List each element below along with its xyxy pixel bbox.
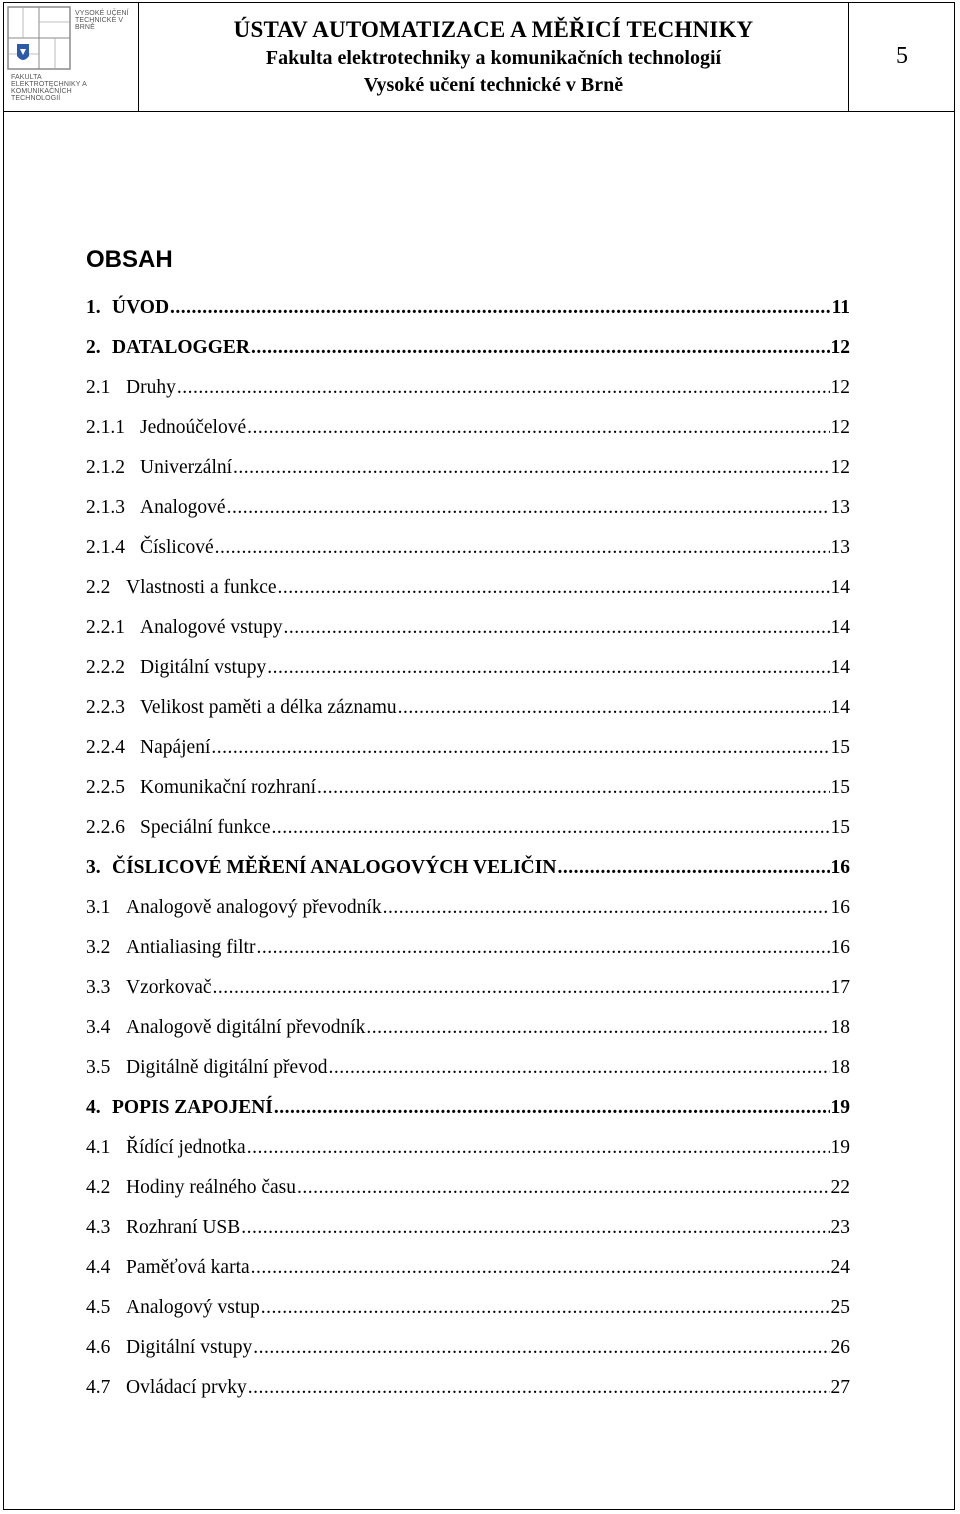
header-institution <box>139 2 849 112</box>
toc-entry-leader-dots <box>272 817 830 839</box>
toc-entry-leader-dots <box>251 337 830 359</box>
toc-entry[interactable] <box>86 728 850 768</box>
toc-entry-label: Analogové <box>140 497 226 518</box>
toc-entry[interactable] <box>86 928 850 968</box>
toc-entry-leader-dots <box>211 737 829 759</box>
toc-entry-leader-dots <box>557 857 829 879</box>
toc-entry[interactable] <box>86 1088 850 1128</box>
toc-entry-label: Digitálně digitální převod <box>126 1057 328 1078</box>
toc-entry-number: 1. <box>86 297 101 318</box>
toc-entry-page: 13 <box>830 497 850 518</box>
toc-entry[interactable] <box>86 688 850 728</box>
toc-entry-page: 11 <box>831 297 850 318</box>
faculty-logo <box>3 2 139 112</box>
toc-entry-label: Analogově analogový převodník <box>126 897 382 918</box>
toc-entry-label: Ovládací prvky <box>126 1377 247 1398</box>
toc-entry-leader-dots <box>366 1017 829 1039</box>
toc-entry-number: 2.1.1 <box>86 417 125 438</box>
toc-entry-number: 3.1 <box>86 897 111 918</box>
toc-entry-number: 3.3 <box>86 977 111 998</box>
toc-entry[interactable] <box>86 1328 850 1368</box>
toc-entry-label: Druhy <box>126 377 176 398</box>
toc-entry-label: Analogový vstup <box>126 1297 260 1318</box>
toc-entry-page: 19 <box>830 1097 850 1118</box>
toc-entry-label: Číslicové <box>140 537 214 558</box>
toc-entry-page: 26 <box>830 1337 850 1358</box>
toc-entry[interactable] <box>86 1008 850 1048</box>
toc-entry-leader-dots <box>398 697 830 719</box>
toc-entry-label: Speciální funkce <box>140 817 271 838</box>
toc-entry-leader-dots <box>170 297 831 319</box>
page-header <box>3 2 955 112</box>
toc-entry[interactable] <box>86 1368 850 1408</box>
toc-entry-label: POPIS ZAPOJENÍ <box>112 1097 273 1118</box>
toc-entry-leader-dots <box>328 1057 829 1079</box>
toc-entry-label: ÚVOD <box>112 297 170 318</box>
toc-entry-number: 2.1.2 <box>86 457 125 478</box>
toc-entry-label: DATALOGGER <box>112 337 250 358</box>
toc-entry[interactable] <box>86 528 850 568</box>
toc-entry-number: 2.2.1 <box>86 617 125 638</box>
toc-entry[interactable] <box>86 888 850 928</box>
toc-entry-page: 15 <box>830 737 850 758</box>
toc-entry-page: 16 <box>830 897 850 918</box>
page-number: 5 <box>849 2 955 112</box>
toc-entry-number: 2.2.2 <box>86 657 125 678</box>
toc-entry-leader-dots <box>256 937 829 959</box>
toc-entry-number: 2.1 <box>86 377 111 398</box>
toc-entry-number: 4.2 <box>86 1177 111 1198</box>
toc-entry[interactable] <box>86 848 850 888</box>
toc-entry-leader-dots <box>251 1257 830 1279</box>
toc-entry-number: 4.4 <box>86 1257 111 1278</box>
logo-text-university: VYSOKÉ UČENÍ TECHNICKÉ V BRNĚ <box>75 10 129 31</box>
toc-entry-number: 2. <box>86 337 101 358</box>
toc-entry-label: Hodiny reálného času <box>126 1177 297 1198</box>
toc-entry-number: 2.2.5 <box>86 777 125 798</box>
toc-entry-page: 24 <box>830 1257 850 1278</box>
toc-entry-leader-dots <box>267 657 829 679</box>
toc-entry-page: 22 <box>830 1177 850 1198</box>
toc-entry-page: 25 <box>830 1297 850 1318</box>
toc-entry[interactable] <box>86 1048 850 1088</box>
toc-entry-label: Vzorkovač <box>126 977 212 998</box>
toc-entry-page: 14 <box>830 697 850 718</box>
toc-entry-label: Komunikační rozhraní <box>140 777 316 798</box>
toc-entry[interactable] <box>86 768 850 808</box>
toc-entry-page: 12 <box>830 457 850 478</box>
toc-entry-number: 4.1 <box>86 1137 111 1158</box>
logo-text-faculty: FAKULTA ELEKTROTECHNIKY A KOMUNIKAČNÍCH TECHNOLOGIÍ <box>11 74 87 102</box>
toc-entry-number: 2.2.6 <box>86 817 125 838</box>
toc-entry-label: Antialiasing filtr <box>126 937 256 958</box>
toc-entry[interactable] <box>86 328 850 368</box>
toc-entry-number: 2.2 <box>86 577 111 598</box>
toc-entry[interactable] <box>86 608 850 648</box>
toc-entry[interactable] <box>86 808 850 848</box>
toc-entry-label: Paměťová karta <box>126 1257 250 1278</box>
toc-entry-leader-dots <box>383 897 830 919</box>
toc-entry-page: 14 <box>830 617 850 638</box>
toc-entry-page: 19 <box>830 1137 850 1158</box>
toc-entry-leader-dots <box>247 1137 830 1159</box>
toc-entry-number: 2.1.4 <box>86 537 125 558</box>
toc-entry-leader-dots <box>177 377 830 399</box>
toc-entry-page: 14 <box>830 577 850 598</box>
toc-entry-number: 4.6 <box>86 1337 111 1358</box>
toc-entry[interactable] <box>86 288 850 328</box>
toc-entry-number: 4.3 <box>86 1217 111 1238</box>
table-of-contents <box>86 288 850 1408</box>
toc-entry-label: Napájení <box>140 737 211 758</box>
toc-entry-label: Řídící jednotka <box>126 1137 246 1158</box>
toc-entry-number: 4.7 <box>86 1377 111 1398</box>
toc-entry-page: 16 <box>830 857 850 878</box>
toc-entry-number: 2.2.4 <box>86 737 125 758</box>
toc-entry-label: ČÍSLICOVÉ MĚŘENÍ ANALOGOVÝCH VELIČIN <box>112 857 557 878</box>
header-university: Vysoké učení technické v Brně <box>363 73 624 96</box>
toc-entry-leader-dots <box>213 977 830 999</box>
header-faculty: Fakulta elektrotechniky a komunikačních technologií <box>265 46 722 69</box>
toc-entry[interactable] <box>86 488 850 528</box>
toc-entry-label: Rozhraní USB <box>126 1217 241 1238</box>
toc-entry-label: Digitální vstupy <box>126 1337 253 1358</box>
toc-entry-label: Velikost paměti a délka záznamu <box>140 697 397 718</box>
toc-entry[interactable] <box>86 1248 850 1288</box>
toc-entry-page: 23 <box>830 1217 850 1238</box>
toc-entry-page: 12 <box>830 417 850 438</box>
toc-entry-number: 3.5 <box>86 1057 111 1078</box>
toc-entry-label: Vlastnosti a funkce <box>126 577 277 598</box>
toc-entry-leader-dots <box>278 577 830 599</box>
toc-entry-leader-dots <box>227 497 830 519</box>
toc-entry[interactable] <box>86 648 850 688</box>
toc-entry-number: 3.4 <box>86 1017 111 1038</box>
faculty-logo-icon <box>7 6 71 70</box>
toc-entry[interactable] <box>86 1128 850 1168</box>
toc-entry-leader-dots <box>233 457 829 479</box>
toc-entry-page: 17 <box>830 977 850 998</box>
toc-entry-page: 13 <box>830 537 850 558</box>
toc-entry-page: 14 <box>830 657 850 678</box>
toc-entry[interactable] <box>86 1208 850 1248</box>
toc-entry-number: 3. <box>86 857 101 878</box>
toc-entry[interactable] <box>86 568 850 608</box>
toc-entry-page: 12 <box>830 337 850 358</box>
toc-entry[interactable] <box>86 448 850 488</box>
toc-entry-leader-dots <box>297 1177 829 1199</box>
toc-entry-number: 2.1.3 <box>86 497 125 518</box>
toc-entry-leader-dots <box>247 417 829 439</box>
toc-entry[interactable] <box>86 368 850 408</box>
toc-title: OBSAH <box>86 246 173 273</box>
toc-entry-leader-dots <box>274 1097 830 1119</box>
toc-entry[interactable] <box>86 968 850 1008</box>
toc-entry-label: Univerzální <box>140 457 233 478</box>
toc-entry-number: 4.5 <box>86 1297 111 1318</box>
toc-entry-number: 3.2 <box>86 937 111 958</box>
toc-entry-number: 2.2.3 <box>86 697 125 718</box>
toc-entry-leader-dots <box>283 617 829 639</box>
toc-entry-page: 16 <box>830 937 850 958</box>
toc-entry-page: 27 <box>830 1377 850 1398</box>
toc-entry-number: 4. <box>86 1097 101 1118</box>
toc-entry[interactable] <box>86 1168 850 1208</box>
toc-entry[interactable] <box>86 1288 850 1328</box>
toc-entry-leader-dots <box>241 1217 829 1239</box>
toc-entry-page: 15 <box>830 777 850 798</box>
toc-entry-leader-dots <box>248 1377 830 1399</box>
toc-entry-page: 18 <box>830 1057 850 1078</box>
toc-entry-label: Digitální vstupy <box>140 657 267 678</box>
toc-entry-leader-dots <box>215 537 830 559</box>
toc-entry-page: 18 <box>830 1017 850 1038</box>
toc-entry-page: 12 <box>830 377 850 398</box>
header-department: ÚSTAV AUTOMATIZACE A MĚŘICÍ TECHNIKY <box>233 16 754 42</box>
toc-entry-label: Jednoúčelové <box>140 417 247 438</box>
toc-entry-leader-dots <box>317 777 830 799</box>
toc-entry-leader-dots <box>261 1297 830 1319</box>
toc-entry-page: 15 <box>830 817 850 838</box>
toc-entry-label: Analogové vstupy <box>140 617 283 638</box>
toc-entry-leader-dots <box>253 1337 829 1359</box>
toc-entry-label: Analogově digitální převodník <box>126 1017 366 1038</box>
toc-entry[interactable] <box>86 408 850 448</box>
